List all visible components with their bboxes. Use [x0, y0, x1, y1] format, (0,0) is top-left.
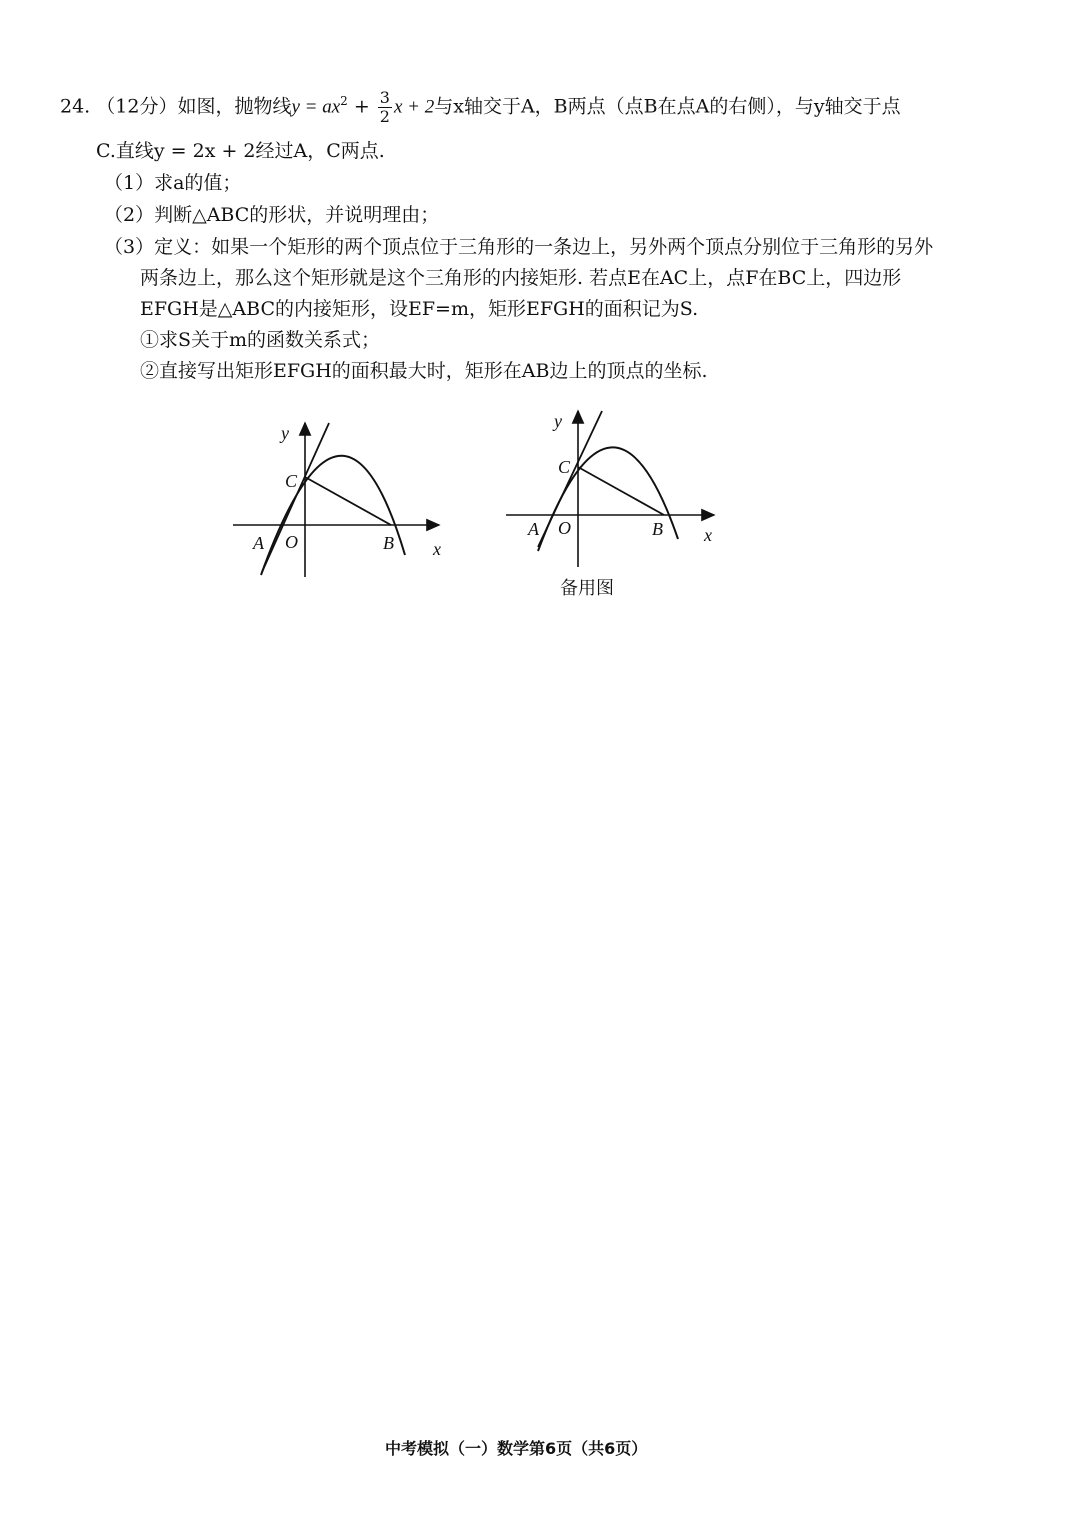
stem-part-1: 如图，抛物线: [177, 95, 292, 118]
problem-points: （12分）: [96, 95, 178, 118]
formula-sup: 2: [340, 94, 348, 109]
question-3-sub-1: ①求S关于m的函数关系式；: [140, 329, 381, 351]
figure-2-label-c: C: [558, 457, 571, 477]
figure-1-label-o: O: [285, 532, 298, 552]
question-3-sub-2: ②直接写出矩形EFGH的面积最大时，矩形在AB边上的顶点的坐标.: [140, 360, 708, 382]
formula-left: y = ax: [291, 96, 341, 118]
figure-1-svg: [225, 415, 455, 585]
fraction-denominator: 2: [379, 107, 390, 126]
question-1: （1）求a的值；: [104, 172, 242, 194]
figure-2: [498, 405, 728, 579]
figure-2-label-y: y: [554, 411, 562, 431]
figure-2-svg: [498, 405, 728, 575]
question-3-line-3: EFGH是△ABC的内接矩形，设EF=m，矩形EFGH的面积记为S.: [140, 298, 699, 320]
figure-2-label-b: B: [652, 519, 663, 539]
figure-2-caption: 备用图: [560, 578, 614, 599]
question-2: （2）判断△ABC的形状，并说明理由；: [104, 204, 440, 226]
question-3-line-2: 两条边上，那么这个矩形就是这个三角形的内接矩形. 若点E在AC上，点F在BC上，四边形: [140, 267, 902, 289]
figure-1-segment-cb: [305, 477, 391, 525]
page-footer: 中考模拟（一）数学第6页（共6页）: [385, 1439, 648, 1458]
problem-number: 24.: [60, 95, 91, 118]
stem-part-2: 与x轴交于A，B两点（点B在点A的右侧），与y轴交于点: [434, 95, 901, 118]
figure-1-parabola: [261, 456, 405, 575]
figure-1-label-b: B: [383, 533, 394, 553]
fraction-numerator: 3: [379, 88, 390, 107]
formula-right: x + 2: [393, 96, 435, 118]
figure-1-label-c: C: [285, 471, 298, 491]
figure-1-label-x: x: [433, 539, 441, 559]
figure-1-label-y: y: [281, 423, 289, 443]
figure-2-label-a: A: [528, 519, 539, 539]
question-3-line-1: （3）定义：如果一个矩形的两个顶点位于三角形的一条边上，另外两个顶点分别位于三角形的另外: [104, 236, 934, 258]
problem-line-1: [60, 90, 901, 125]
figure-1-label-a: A: [253, 533, 264, 553]
fraction-three-halves: [378, 90, 392, 125]
problem-line-2: C.直线y = 2x + 2经过A，C两点.: [96, 140, 385, 162]
formula-plus: +: [347, 95, 376, 118]
figure-2-label-o: O: [558, 518, 571, 538]
figure-2-segment-cb: [578, 467, 664, 515]
figure-1: [225, 415, 455, 589]
figure-2-label-x: x: [704, 525, 712, 545]
